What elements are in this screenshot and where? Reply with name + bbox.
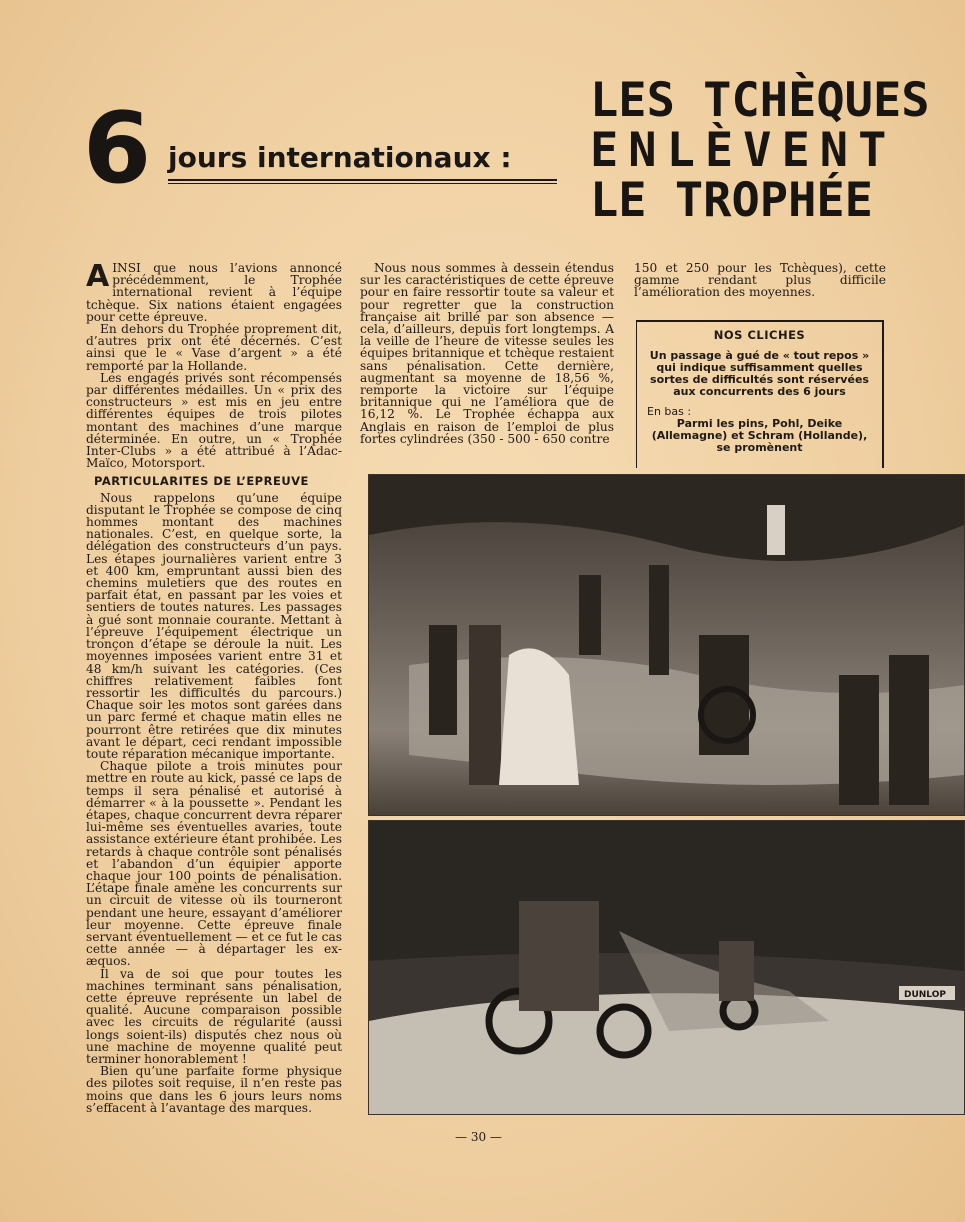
headline-line-2: ENLÈVENT bbox=[590, 123, 897, 178]
paragraph-text: INSI que nous l’avions annoncé précédemment, le Trophée international revient à l’équipe tchèque. Six nations étaient engagées pour cette épreuve. bbox=[86, 261, 342, 324]
caption-top-photo: Un passage à gué de « tout repos » qui indique suffisamment quelles sortes de difficultés sont réservées aux concurrents des 6 jours bbox=[649, 349, 870, 398]
paragraph: Chaque pilote a trois minutes pour mettre en route au kick, passé ce laps de temps il sera pénalisé et autorisé à démarrer « à la poussette ». Pendant les étapes, chaque concurrent devra réparer lui-même ses éventuelles avaries, toute assistance extérieure étant prohibée. Les retards à chaque contrôle sont pénalisés et l’abandon d’un équipier apporte chaque jour 100 points de pénalisation. L’étape finale amène les concurrents sur un circuit de vitesse où ils tourneront pendant une heure, essayant d’améliorer leur moyenne. Cette épreuve finale servant éventuellement — et ce fut le cas cette année — à départager les ex-æquos. bbox=[86, 759, 343, 969]
paragraph: 150 et 250 pour les Tchèques), cette gamme rendant plus difficile l’amélioration des moyennes. bbox=[634, 261, 886, 300]
headline bbox=[590, 73, 930, 228]
paragraph: En dehors du Trophée proprement dit, d’autres prix ont été décernés. C’est ainsi que le « Vase d’argent » a été remporté par la Hollande. bbox=[86, 322, 342, 373]
dunlop-sign: DUNLOP bbox=[904, 990, 946, 1000]
subtitle-underline bbox=[168, 179, 557, 181]
paragraph: Il va de soi que pour toutes les machines terminant sans pénalisation, cette épreuve représente un label de qualité. Aucune comparaison possible avec les circuits de régularité (aussi longs soient-ils) disputés chez nous où une machine de moyenne qualité peut terminer honorablement ! bbox=[86, 966, 342, 1066]
big-six-numeral: 6 bbox=[83, 92, 152, 206]
drop-cap: A bbox=[86, 259, 110, 294]
subtitle-underline-thin bbox=[168, 183, 557, 184]
text-column-2 bbox=[360, 262, 614, 445]
paragraph bbox=[86, 259, 342, 324]
paragraph: Nous nous sommes à dessein étendus sur les caractéristiques de cette épreuve pour en faire ressortir toute sa valeur et pour regretter que la construction française ait brillé par son absence — cela, d’ailleurs, depuis fort longtemps. A la veille de l’heure de vitesse seules les équipes britannique et tchèque restaient sans pénalisation. Cette dernière, augmentant sa moyenne de 18,56 %, remporte la victoire sur l’équipe britannique qui ne l’améliora que de 16,12 %. Le Trophée échappa aux Anglais en raison de l’emploi de plus fortes cylindrées (350 - 500 - 650 contre bbox=[360, 261, 614, 446]
photo-forest-riders bbox=[368, 820, 965, 1115]
article-subtitle: jours internationaux : bbox=[168, 141, 512, 174]
photo-caption-box bbox=[636, 320, 884, 468]
text-column-3 bbox=[634, 262, 886, 299]
photo-river-crossing bbox=[368, 474, 965, 816]
headline-line-1: LES TCHÈQUES bbox=[590, 73, 930, 128]
paragraph: Nous rappelons qu’une équipe disputant le Trophée se compose de cinq hommes montant des machines nationales. C’est, en quelque sorte, la délégation des constructeurs d’un pays. Les étapes journalières varient entre 3 et 400 km, empruntant aussi bien des chemins muletiers que des routes en parfait état, en passant par les voies et sentiers de toutes natures. Les passages à gué sont monnaie courante. Mettant à l’épreuve l’équipement électrique un tronçon d’étape se déroule la nuit. Les moyennes imposées varient entre 31 et 48 km/h suivant les catégories. (Ces chiffres relativement faibles font ressortir les difficultés du parcours.) Chaque soir les motos sont garées dans un parc fermé et chaque matin elles ne pourront être retirées que dix minutes avant le départ, ceci rendant impossible toute réparation mécanique importante. bbox=[86, 490, 342, 761]
caption-bottom-photo: Parmi les pins, Pohl, Deike (Allemagne) et Schram (Hollande), se promènent bbox=[651, 417, 868, 454]
page-number: — 30 — bbox=[455, 1130, 502, 1144]
river-crossing-image bbox=[369, 475, 964, 815]
section-heading: PARTICULARITES DE L’EPREUVE bbox=[94, 474, 309, 489]
paragraph: Bien qu’une parfaite forme physique des pilotes soit requise, il n’en reste pas moins que dans les 6 jours leurs noms s’effacent à l’avantage des marques. bbox=[86, 1064, 342, 1115]
text-column-1 bbox=[86, 259, 343, 1115]
forest-riders-image bbox=[369, 821, 964, 1114]
caption-title: NOS CLICHES bbox=[713, 328, 806, 342]
paragraph: Les engagés privés sont récompensés par différentes médailles. Un « prix des constructeurs » est mis en jeu entre différentes équipes de trois pilotes montant des machines d’une marque déterminée. En outre, un « Trophée Inter-Clubs » a été attribué à l’Adac-Maïco, Motorsport. bbox=[86, 370, 342, 471]
headline-line-3: LE TROPHÉE bbox=[590, 173, 873, 228]
caption-label-bottom: En bas : bbox=[647, 405, 692, 418]
